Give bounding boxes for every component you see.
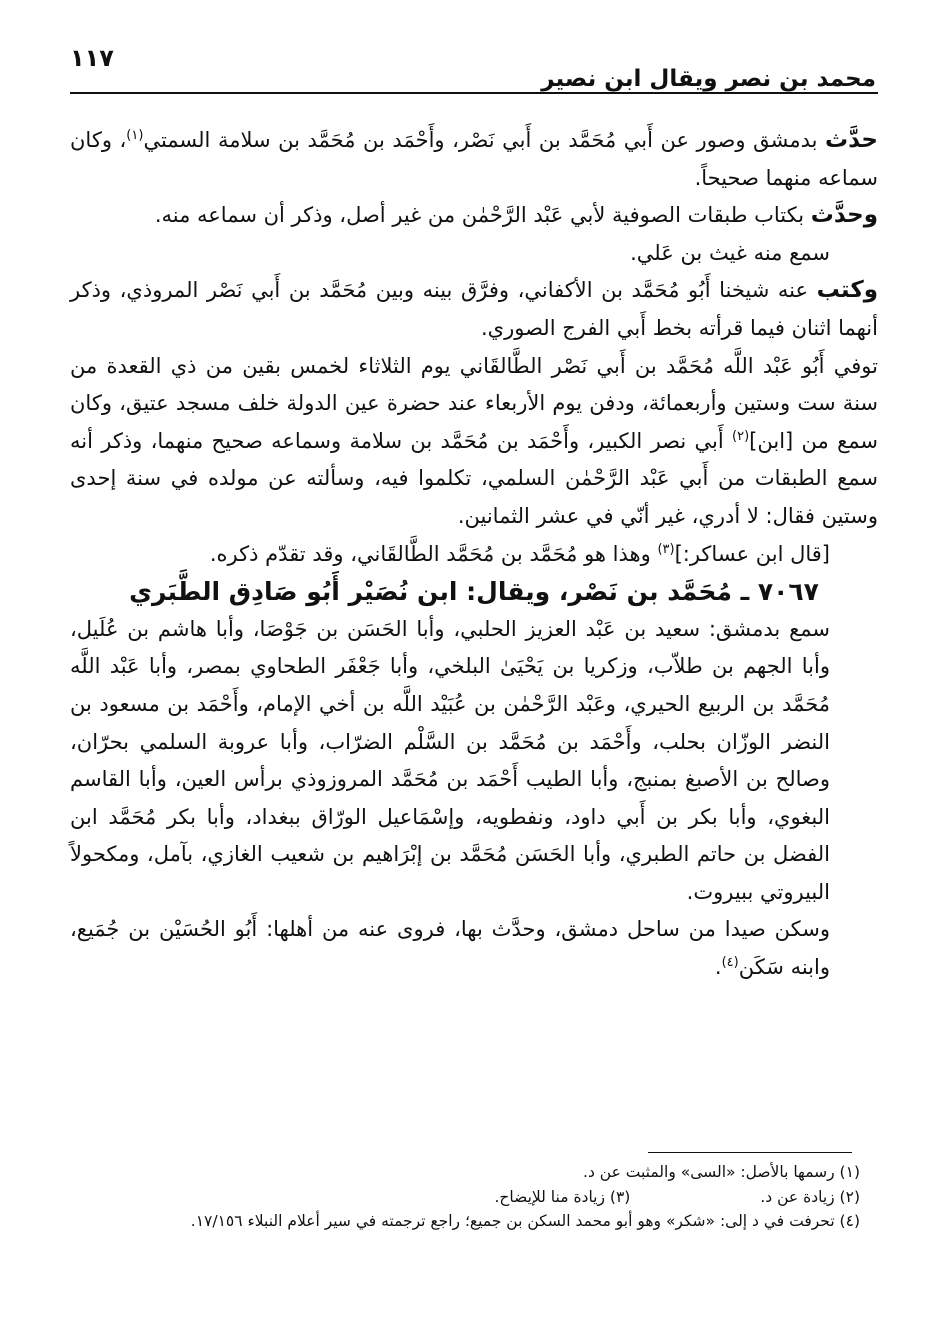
paragraph-1-tail: ، وكان سماعه منهما صحيحاً. bbox=[70, 128, 878, 190]
paragraph-4 bbox=[70, 272, 878, 347]
paragraph-2-text: بكتاب طبقات الصوفية لأبي عَبْد الرَّحْمٰن من غير أصل، وذكر أن سماعه منه. bbox=[154, 203, 811, 228]
footnotes bbox=[90, 1160, 860, 1234]
footnote-divider bbox=[648, 1152, 852, 1153]
running-title: محمد بن نصر ويقال ابن نصير bbox=[541, 66, 876, 92]
paragraph-5-text-a: توفي أَبُو عَبْد اللَّه مُحَمَّد بن أَبي نَصْر الطَّالقَاني يوم الثلاثاء لخمس بقين من ذي القعدة من سنة ست وستين وأربعمائة، ودفن يوم الأربعاء عند حضرة عين الدولة خلف مسجد عتيق، وكان سمع من [ابن] bbox=[70, 353, 878, 453]
footnote-4: (٤) تحرفت في د إلى: «شكر» وهو أبو محمد السكن بن جميع؛ راجع ترجمته في سير أعلام النبلاء ١٧/١٥٦. bbox=[190, 1212, 860, 1230]
paragraph-6-text-b: وهذا هو مُحَمَّد بن مُحَمَّد الطَّالقَاني، وقد تقدّم ذكره. bbox=[209, 541, 658, 566]
header-divider bbox=[70, 92, 878, 94]
paragraph-5-text-b: أَبي نصر الكبير، وأَحْمَد بن مُحَمَّد بن سلامة وسماعه صحيح منهما، وذكر أنه سمع الطبقات من أَبي عَبْد الرَّحْمٰن السلمي، تكلموا فيه، وسألته عن مولده في سنة إحدى وستين فقال: لا أدري، غير أنّي في عشر الثمانين. bbox=[70, 428, 878, 528]
paragraph-4-text: عنه شيخنا أَبُو مُحَمَّد بن الأكفاني، وفرَّق بينه وبين مُحَمَّد بن أَبي نَصْر المروذي، وذكر أنهما اثنان فيما قرأته بخط أَبي الفرج الصوري. bbox=[70, 278, 878, 340]
paragraph-8 bbox=[70, 911, 878, 986]
footnote-ref-1: (١) bbox=[126, 128, 144, 143]
paragraph-8-text: وسكن صيدا من ساحل دمشق، وحدَّث بها، فروى عنه من أهلها: أَبُو الحُسَيْن بن جُمَيع، وابنه سَكَن bbox=[70, 917, 830, 980]
entry-heading: ٧٠٦٧ ـ مُحَمَّد بن نَصْر، ويقال: ابن نُصَيْر أَبُو صَادِق الطَّبَري bbox=[129, 577, 819, 607]
paragraph-7 bbox=[70, 611, 878, 912]
page-header bbox=[70, 40, 876, 96]
paragraph-8-tail: . bbox=[714, 955, 722, 980]
footnote-3: (٣) زيادة منا للإيضاح. bbox=[494, 1187, 631, 1206]
footnote-ref-3: (٣) bbox=[657, 541, 675, 557]
main-text bbox=[70, 122, 878, 987]
paragraph-1 bbox=[70, 122, 878, 197]
page-number: ١١٧ bbox=[70, 44, 114, 72]
paragraph-5 bbox=[70, 348, 878, 536]
paragraph-7-text: سمع بدمشق: سعيد بن عَبْد العزيز الحلبي، وأبا الحَسَن بن جَوْصَا، وأبا هاشم بن عُلَيل، وأبا الجهم بن طلاّب، وزكريا بن يَحْيَىٰ البلخي، وأبا جَعْفَر الطحاوي بمصر، وأبا عَبْد اللَّه مُحَمَّد بن الربيع الحيري، وعَبْد الرَّحْمٰن بن عُبَيْد اللَّه بن أخي الإمام، وأَحْمَد بن مسعود بن النضر الوزّان بحلب، وأَحْمَد بن مُحَمَّد بن السَّلْم الضرّاب، وأبا عروبة السلمي بحرّان، وصالح بن الأصبغ بمنبج، وأبا الطيب أَحْمَد بن مُحَمَّد المروزوذي برأس العين، وأبا القاسم البغوي، وأبا بكر بن أَبي داود، ونفطويه، وإسْمَاعيل الورّاق ببغداد، وأبا بكر مُحَمَّد ابن الفضل بن حاتم الطبري، وأبا الحَسَن مُحَمَّد بن إبْرَاهيم بن شعيب الغازي، بآمل، ومكحولاً البيروتي ببيروت. bbox=[70, 616, 830, 904]
footnote-1: (١) رسمها بالأصل: «السى» والمثبت عن د. bbox=[583, 1163, 860, 1181]
footnote-row-2-3 bbox=[90, 1185, 860, 1210]
footnote-2: (٢) زيادة عن د. bbox=[760, 1187, 860, 1206]
paragraph-4-lead: وكتب bbox=[816, 277, 878, 304]
paragraph-1-text: بدمشق وصور عن أَبي مُحَمَّد بن أَبي نَصْر، وأَحْمَد بن مُحَمَّد بن سلامة السمتي bbox=[143, 128, 826, 152]
paragraph-6-text-a: [قال ابن عساكر:] bbox=[674, 541, 830, 566]
paragraph-2-lead: وحدَّث bbox=[810, 202, 878, 229]
paragraph-6 bbox=[70, 536, 878, 574]
footnote-ref-2: (٢) bbox=[732, 428, 750, 444]
footnote-ref-4: (٤) bbox=[721, 955, 739, 971]
paragraph-1-lead: حدَّث bbox=[825, 127, 878, 153]
paragraph-2 bbox=[70, 197, 878, 235]
paragraph-3-text: سمع منه غيث بن عَلي. bbox=[630, 240, 830, 265]
paragraph-3 bbox=[70, 235, 878, 273]
